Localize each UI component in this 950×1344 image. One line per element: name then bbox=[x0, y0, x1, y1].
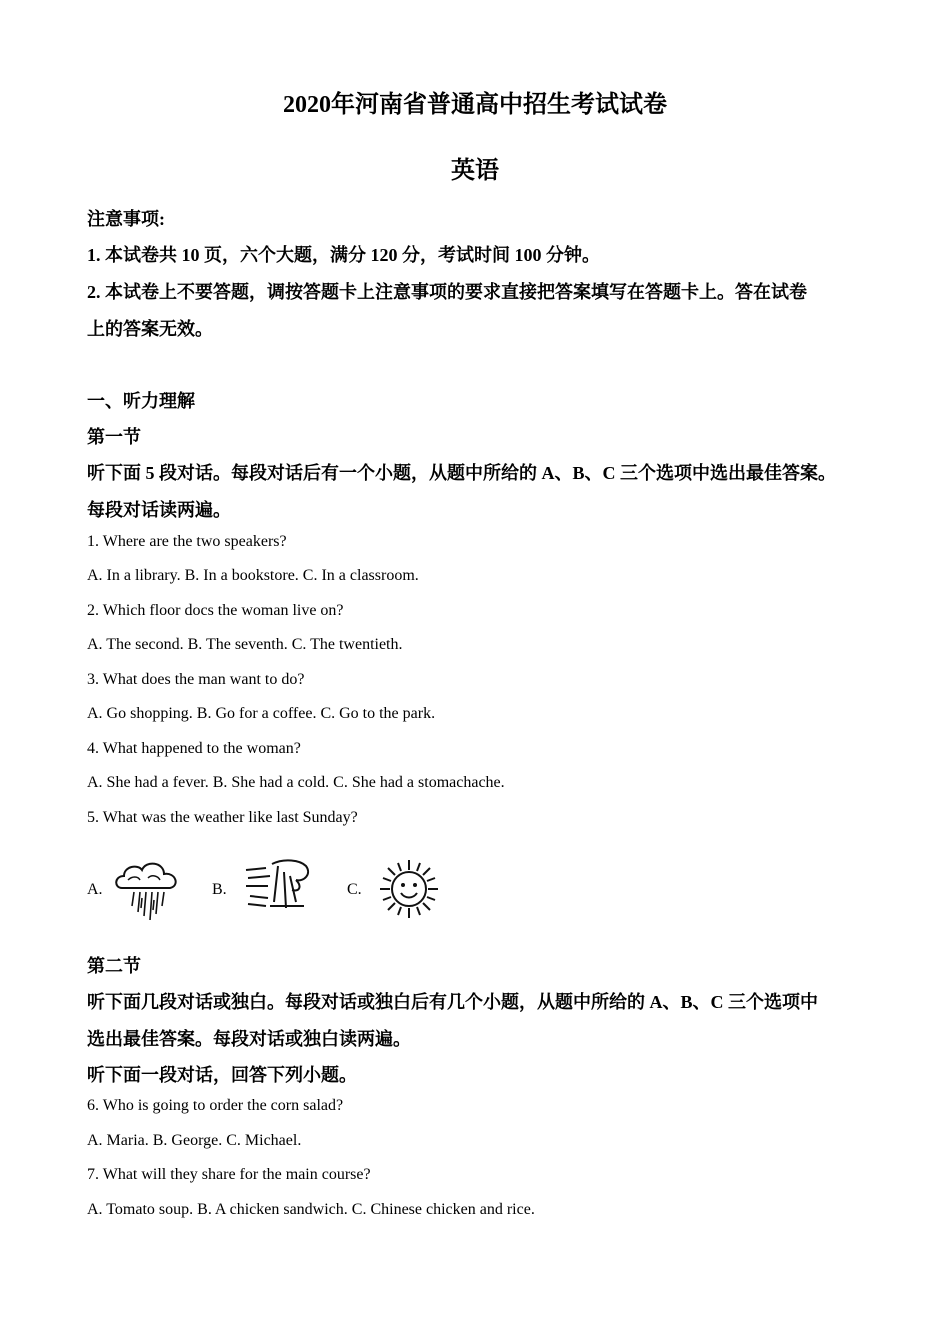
section-2-instruction-line-2: 选出最佳答案。每段对话或独白读两遍。 bbox=[87, 1029, 411, 1049]
question-7: 7. What will they share for the main course? bbox=[87, 1166, 371, 1183]
question-2: 2. Which floor docs the woman live on? bbox=[87, 602, 344, 619]
wind-icon bbox=[244, 856, 314, 919]
question-1-options: A. In a library. B. In a bookstore. C. In a classroom. bbox=[87, 567, 419, 584]
exam-title: 2020年河南省普通高中招生考试试卷 bbox=[283, 92, 667, 118]
notice-item-2-line-2: 上的答案无效。 bbox=[87, 319, 213, 339]
section-1-instruction-line-2: 每段对话读两遍。 bbox=[87, 500, 231, 520]
question-5-option-b-label: B. bbox=[212, 881, 227, 898]
section-1-instruction-line-1: 听下面 5 段对话。每段对话后有一个小题，从题中所给的 A、B、C 三个选项中选出最佳答案。 bbox=[87, 463, 836, 483]
section-2-sub-instruction: 听下面一段对话，回答下列小题。 bbox=[87, 1065, 357, 1085]
question-7-options: A. Tomato soup. B. A chicken sandwich. C. Chinese chicken and rice. bbox=[87, 1201, 535, 1218]
question-3-options: A. Go shopping. B. Go for a coffee. C. Go to the park. bbox=[87, 705, 436, 722]
question-3: 3. What does the man want to do? bbox=[87, 671, 305, 688]
question-4-options: A. She had a fever. B. She had a cold. C. She had a stomachache. bbox=[87, 774, 505, 791]
question-5: 5. What was the weather like last Sunday? bbox=[87, 809, 358, 826]
question-1: 1. Where are the two speakers? bbox=[87, 533, 287, 550]
notice-item-2-line-1: 2. 本试卷上不要答题，调按答题卡上注意事项的要求直接把答案填写在答题卡上。答在试卷 bbox=[87, 282, 807, 302]
notice-heading: 注意事项: bbox=[87, 209, 165, 229]
question-5-option-a-label: A. bbox=[87, 881, 103, 898]
part-heading: 一、听力理解 bbox=[87, 391, 195, 411]
notice-item-1: 1. 本试卷共 10 页，六个大题，满分 120 分，考试时间 100 分钟。 bbox=[87, 245, 600, 265]
question-4: 4. What happened to the woman? bbox=[87, 740, 301, 757]
question-6-options: A. Maria. B. George. C. Michael. bbox=[87, 1132, 302, 1149]
section-2-heading: 第二节 bbox=[87, 956, 141, 976]
rain-cloud-icon bbox=[112, 858, 182, 929]
question-6: 6. Who is going to order the corn salad? bbox=[87, 1097, 344, 1114]
question-2-options: A. The second. B. The seventh. C. The twentieth. bbox=[87, 636, 403, 653]
section-1-heading: 第一节 bbox=[87, 427, 141, 447]
question-5-option-c-label: C. bbox=[347, 881, 362, 898]
section-2-instruction-line-1: 听下面几段对话或独白。每段对话或独白后有几个小题，从题中所给的 A、B、C 三个选项中 bbox=[87, 992, 818, 1012]
sun-icon bbox=[378, 858, 440, 925]
subject-title: 英语 bbox=[451, 158, 499, 184]
